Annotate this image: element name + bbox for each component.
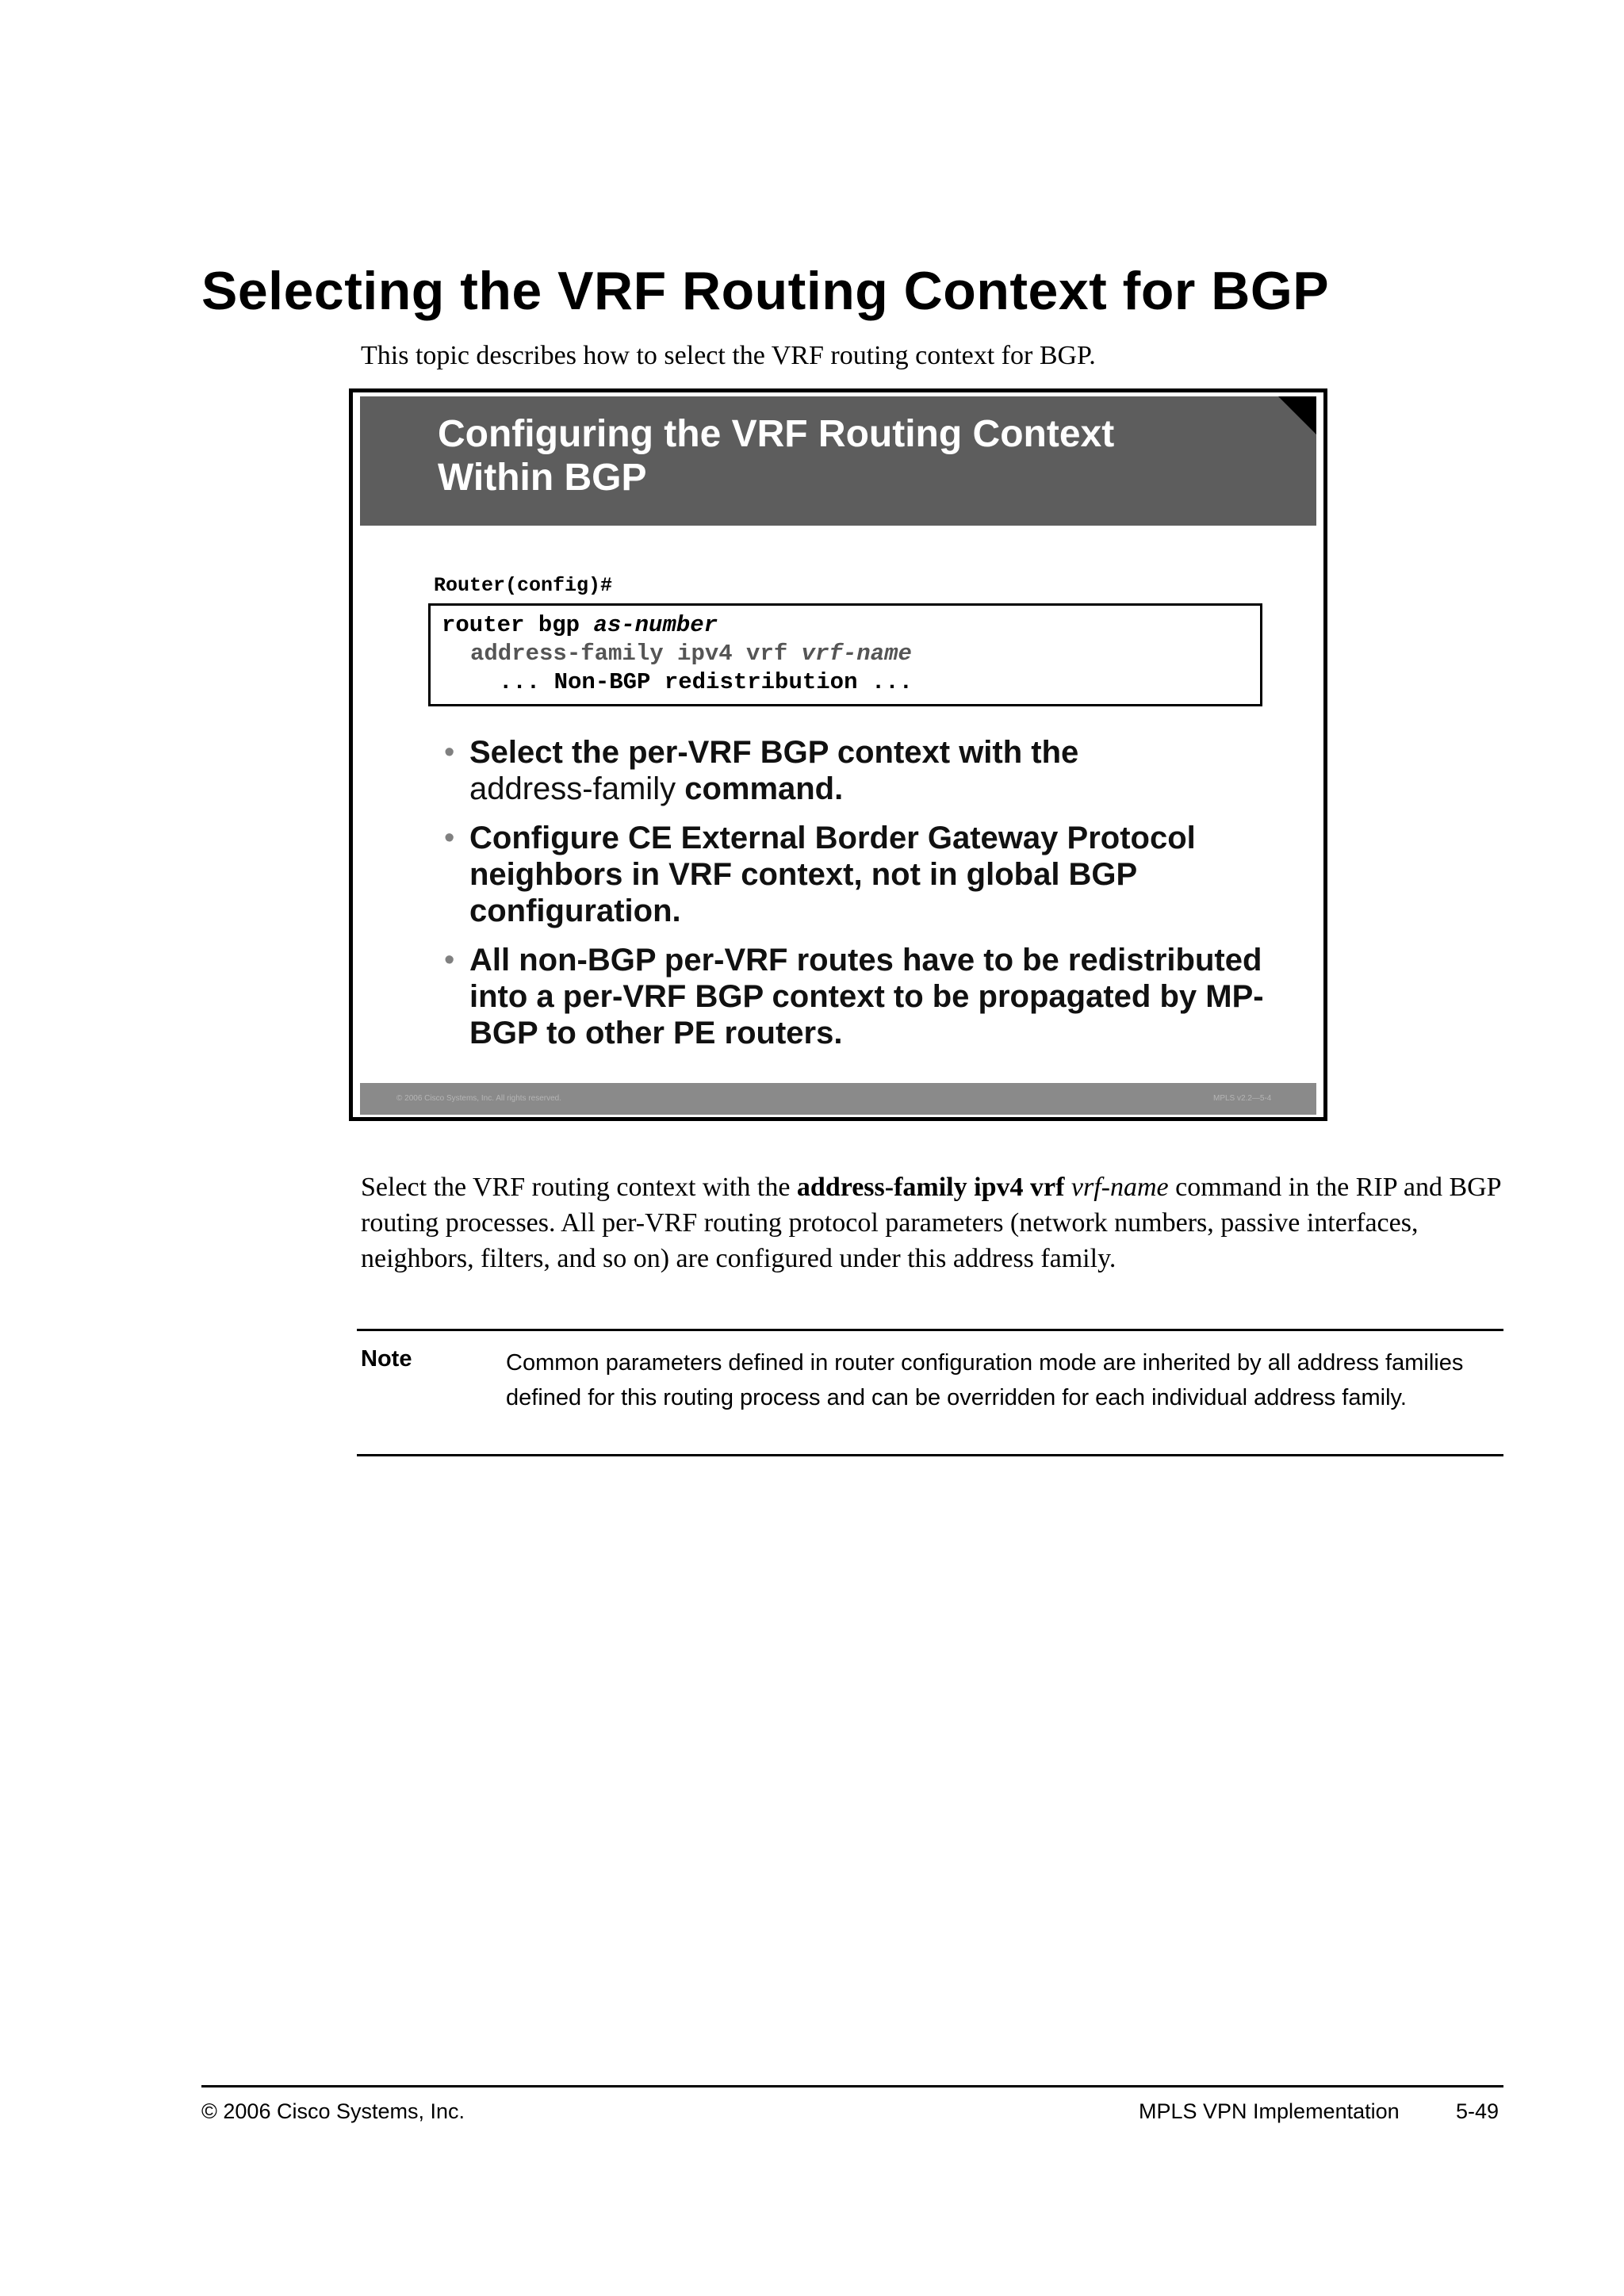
body-argument: vrf-name	[1071, 1173, 1169, 1202]
note-divider-bottom	[357, 1454, 1503, 1456]
code-cmd: router bgp	[442, 612, 594, 638]
bullet-dot-icon: •	[444, 736, 455, 769]
bullet-text: command.	[676, 771, 844, 806]
bullet-text: Select the per-VRF BGP context with the	[469, 735, 1079, 770]
bullet-item	[444, 734, 1285, 807]
body-text: Select the VRF routing context with the	[361, 1173, 797, 1202]
body-command: address-family ipv4 vrf	[796, 1173, 1065, 1202]
body-text	[1064, 1173, 1071, 1202]
footer-divider	[201, 2085, 1503, 2087]
code-line-router-bgp	[442, 612, 718, 638]
code-line-address-family	[470, 641, 912, 667]
slide-title	[438, 412, 1114, 499]
footer-copyright: © 2006 Cisco Systems, Inc.	[201, 2099, 465, 2123]
note-text: Common parameters defined in router configuration mode are inherited by all address families defined for this routing process and can be overridden for each individual address family.	[506, 1350, 1464, 1410]
bullet-dot-icon: •	[444, 943, 455, 977]
slide-bullet-list	[444, 734, 1285, 1064]
page-title: Selecting the VRF Routing Context for BGP	[201, 261, 1330, 321]
code-arg: vrf-name	[801, 641, 912, 667]
code-line-redistribution: ... Non-BGP redistribution ...	[499, 669, 914, 695]
slide-title-line2: Within BGP	[438, 457, 647, 499]
code-arg: as-number	[593, 612, 718, 638]
bullet-item	[444, 820, 1285, 929]
code-cmd: address-family ipv4 vrf	[470, 641, 802, 667]
bullet-text: All non-BGP per-VRF routes have to be redistributed into a per-VRF BGP context to be propagated by MP-BGP to other PE routers.	[469, 943, 1264, 1050]
bullet-keyword: address-family	[469, 771, 676, 806]
note-label: Note	[361, 1346, 412, 1372]
slide-footer-copyright: © 2006 Cisco Systems, Inc. All rights reserved.	[396, 1094, 562, 1103]
footer-course-title: MPLS VPN Implementation	[1139, 2099, 1400, 2123]
intro-text: This topic describes how to select the VRF routing context for BGP.	[361, 341, 1096, 370]
footer-page-number: 5-49	[1456, 2099, 1500, 2123]
slide-title-line1: Configuring the VRF Routing Context	[438, 413, 1115, 455]
slide-footer-version: MPLS v2.2—5-4	[1213, 1094, 1272, 1103]
router-prompt: Router(config)#	[434, 574, 613, 597]
slide-corner-triangle-icon	[1278, 396, 1316, 434]
bullet-text: Configure CE External Border Gateway Protocol neighbors in VRF context, not in global BGP configuration.	[469, 821, 1196, 928]
note-divider-top	[357, 1329, 1503, 1331]
body-paragraph	[361, 1169, 1503, 1276]
bullet-item	[444, 942, 1285, 1051]
bullet-dot-icon: •	[444, 821, 455, 855]
body-text: command in the RIP and BGP routing processes. All per-VRF routing protocol parameters (network numbers, passive interfaces, neighbors, filters, and so on) are configured under this address family.	[361, 1173, 1501, 1273]
